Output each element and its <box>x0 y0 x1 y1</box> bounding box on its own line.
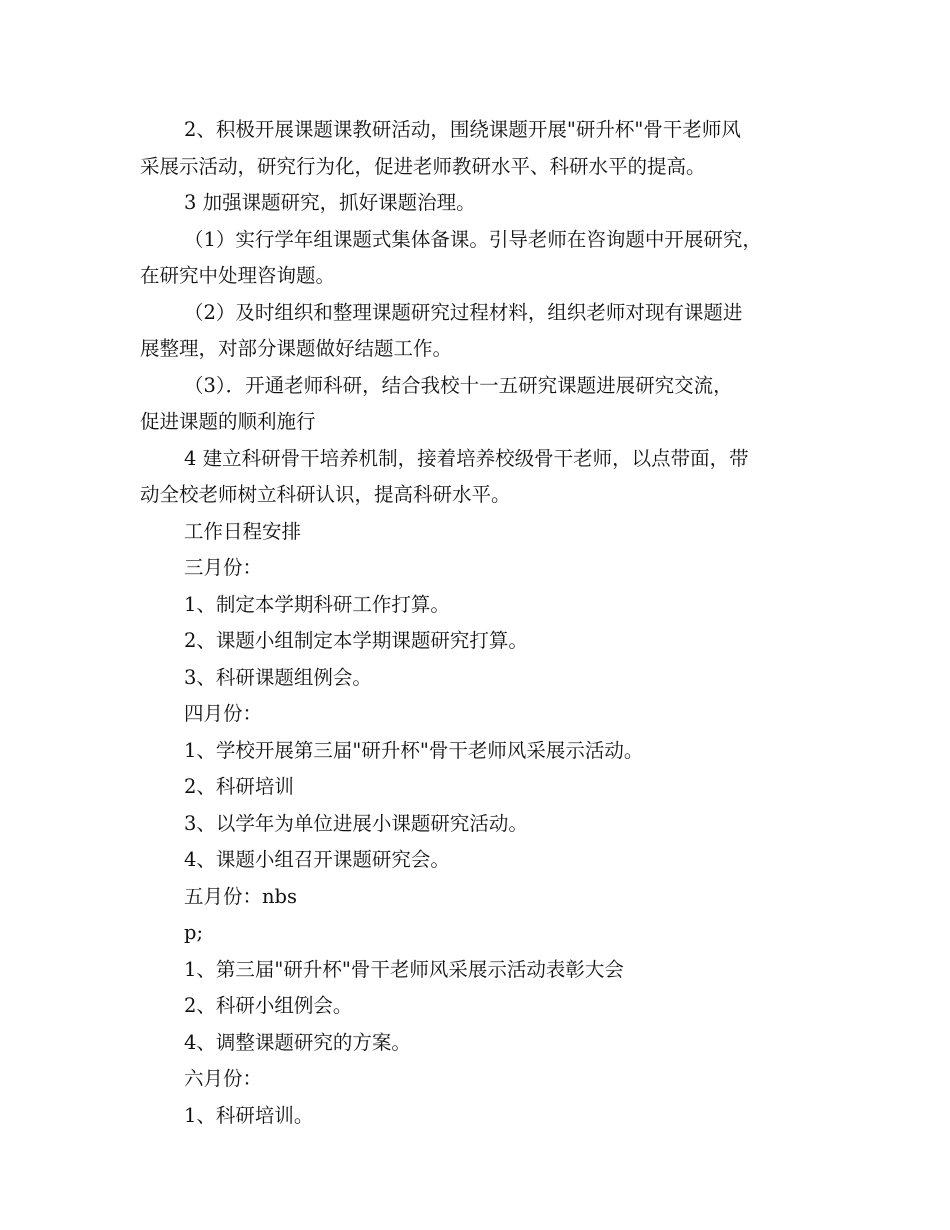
list-item: 4、调整课题研究的方案。 <box>184 1030 411 1054</box>
paragraph-line: p; <box>184 921 204 944</box>
list-item: 1、科研培训。 <box>184 1103 314 1127</box>
paragraph-line: 2、积极开展课题课教研活动，围绕课题开展"研升杯"骨干老师风 <box>184 118 741 141</box>
paragraph-line: 动全校老师树立科研认识，提高科研水平。 <box>140 483 511 506</box>
paragraph-line: 3 加强课题研究，抓好课题治理。 <box>184 191 476 214</box>
list-item: 1、制定本学期科研工作打算。 <box>184 592 450 616</box>
paragraph-line: 采展示活动，研究行为化，促进老师教研水平、科研水平的提高。 <box>140 154 706 178</box>
list-item: 2、科研培训 <box>184 775 294 798</box>
list-item: 3、以学年为单位进展小课题研究活动。 <box>184 811 528 835</box>
month-heading: 六月份： <box>184 1067 263 1090</box>
paragraph-line: （1）实行学年组课题式集体备课。引导老师在咨询题中开展研究， <box>184 227 762 251</box>
list-item: 4、课题小组召开课题研究会。 <box>184 848 450 871</box>
month-heading: 三月份： <box>184 556 263 579</box>
paragraph-line: 展整理，对部分课题做好结题工作。 <box>140 337 453 360</box>
paragraph-line: （2）及时组织和整理课题研究过程材料，组织老师对现有课题进 <box>184 300 743 324</box>
month-heading: 四月份： <box>184 702 263 725</box>
paragraph-line: 4 建立科研骨干培养机制，接着培养校级骨干老师，以点带面，带 <box>184 446 749 470</box>
list-item: 2、课题小组制定本学期课题研究打算。 <box>184 629 528 652</box>
month-heading: 五月份：nbs <box>184 884 298 908</box>
list-item: 1、学校开展第三届"研升杯"骨干老师风采展示活动。 <box>184 738 644 762</box>
list-item: 3、科研课题组例会。 <box>184 665 372 689</box>
list-item: 2、科研小组例会。 <box>184 994 353 1017</box>
paragraph-line: 在研究中处理咨询题。 <box>140 264 336 287</box>
list-item: 1、第三届"研升杯"骨干老师风采展示活动表彰大会 <box>184 957 624 981</box>
paragraph-line: 促进课题的顺利施行 <box>140 410 316 433</box>
document-body <box>140 112 820 1134</box>
section-heading: 工作日程安排 <box>184 519 302 543</box>
paragraph-line: （3）．开通老师科研，结合我校十一五研究课题进展研究交流， <box>184 373 733 397</box>
